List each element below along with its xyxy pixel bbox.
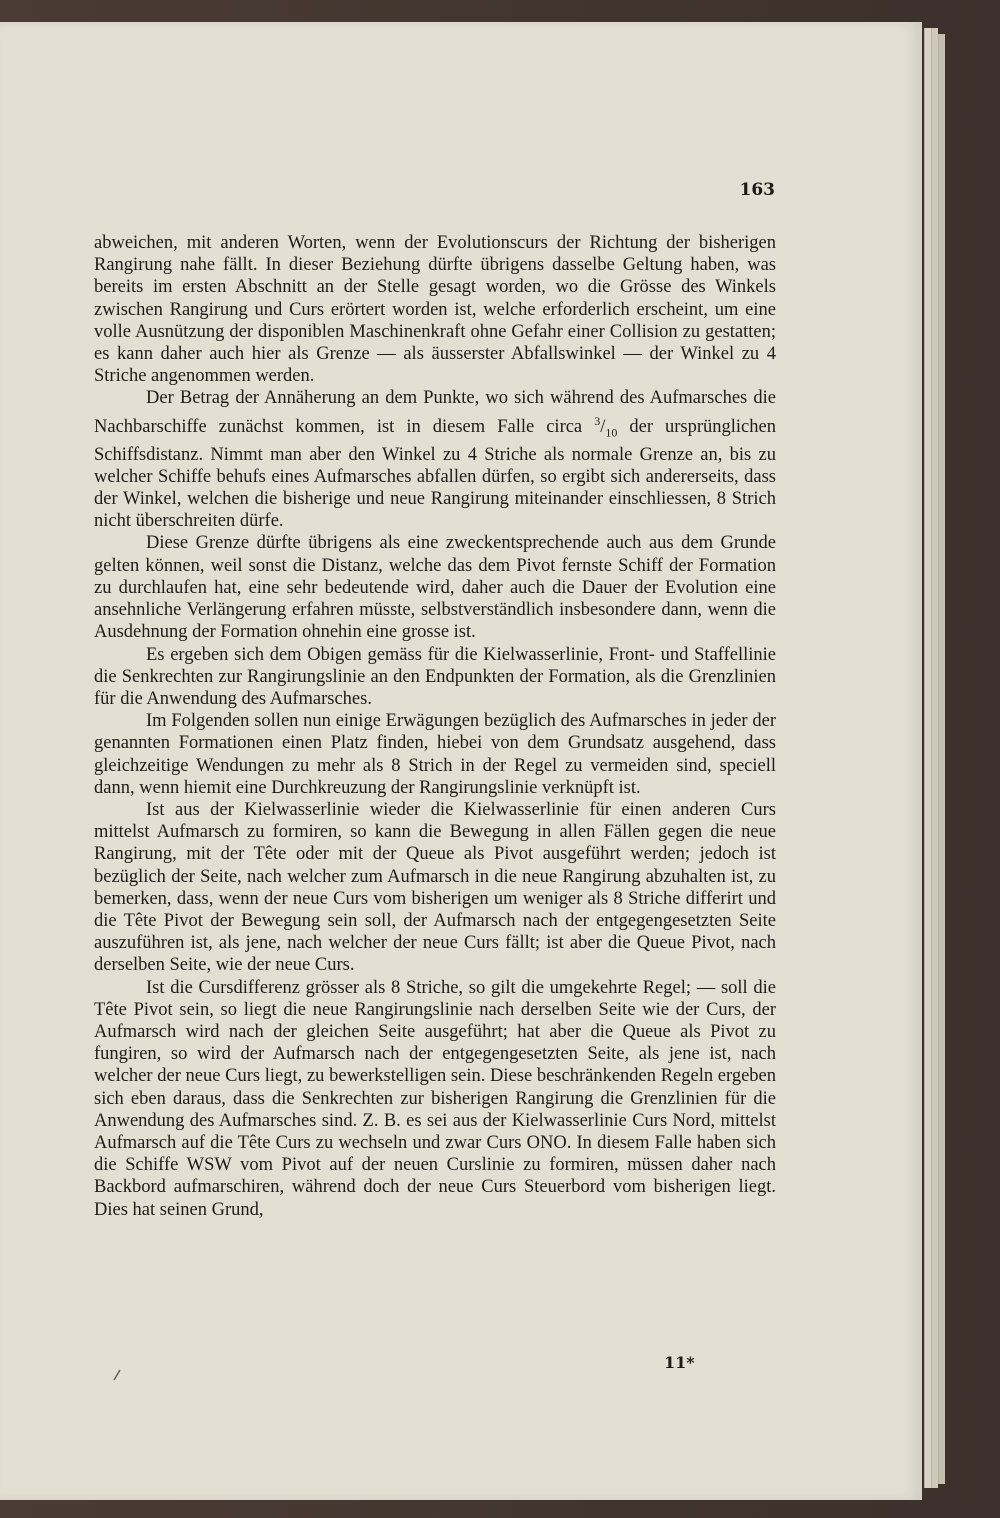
fraction: $^3/_{10}$ <box>594 413 618 440</box>
body-text <box>94 232 776 1221</box>
paragraph: Ist aus der Kielwasserlinie wieder die Kielwasserlinie für einen anderen Curs mittelst Aufmarsch zu formiren, so kann die Bewegung in allen Fällen gegen die neue Rangirung, mit der Tête oder mit der Queue als Pivot ausgeführt werden; jedoch ist bezüglich der Seite, nach welcher zum Aufmarsch in die neue Rangirung abzuhalten ist, zu bemerken, dass, wenn der neue Curs vom bisherigen um weniger als 8 Striche differirt und die Tête Pivot der Bewegung sein soll, der Aufmarsch nach der entgegengesetzten Seite auszuführen ist, als jene, nach welcher der neue Curs fällt; ist aber die Queue Pivot, nach derselben Seite, wie der neue Curs. <box>94 799 776 976</box>
paragraph-text: der ursprünglichen Schiffsdistanz. Nimmt man aber den Winkel zu 4 Striche als normale Grenze an, bis zu welcher Schiffe behufs eines Aufmarsches abfallen dürfen, so ergibt sich andererseits, dass der Winkel, welchen die bisherige und neue Rangirung miteinander einschliessen, 8 Strich nicht überschreiten dürfe. <box>94 416 776 532</box>
paragraph: abweichen, mit anderen Worten, wenn der Evolutionscurs der Richtung der bisherigen Rangirung nahe fällt. In dieser Beziehung dürfte übrigens dasselbe Geltung haben, was bereits im ersten Abschnitt an der Stelle gesagt worden, wo die Grösse des Winkels zwischen Rangirung und Curs erörtert worden ist, welche erforderlich erscheint, um eine volle Ausnützung der disponiblen Maschinenkraft ohne Gefahr einer Collision zu gestatten; es kann daher auch hier als Grenze — als äusserster Abfallswinkel — der Winkel zu 4 Striche angenommen werden. <box>94 233 776 387</box>
paragraph: Diese Grenze dürfte übrigens als eine zweckentsprechende auch aus dem Grunde gelten können, weil sonst die Distanz, welche das dem Pivot fernste Schiff der Formation zu durchlaufen hat, eine sehr bedeutende wird, daher auch die Dauer der Evolution eine ansehnliche Verlängerung erfahren müsste, selbstverständlich insbesondere dann, wenn die Ausdehnung der Formation ohnehin eine grosse ist. <box>94 533 776 643</box>
page-stack-edge <box>938 34 945 1484</box>
page-stack-edge <box>924 28 931 1488</box>
paragraph: Ist die Cursdifferenz grösser als 8 Striche, so gilt die umgekehrte Regel; — soll die Tête Pivot sein, so liegt die neue Rangirungslinie nach derselben Seite wie der Curs, der Aufmarsch wird nach der gleichen Seite ausgeführt; hat aber die Queue als Pivot zu fungiren, so wird der Aufmarsch nach der entgegengesetzten Seite, als jene ist, nach welcher der neue Curs liegt, zu bewerkstelligen sein. Diese beschränkenden Regeln ergeben sich eben daraus, dass die Senkrechten zur bisherigen Rangirung die Grenzlinien für die Anwendung des Aufmarsches sind. Z. B. es sei aus der Kielwasserlinie Curs Nord, mittelst Aufmarsch auf die Tête Curs zu wechseln und zwar Curs ONO. In diesem Falle haben sich die Schiffe WSW vom Pivot auf der neuen Curslinie zu formiren, müssen daher nach Backbord aufmarschiren, während doch der neue Curs Steuerbord vom bisherigen liegt. Dies hat seinen Grund, <box>94 977 776 1220</box>
paragraph-text: Der Betrag der Annäherung an dem Punkte, wo sich während des Aufmarsches die Nachbarschiffe zunächst kommen, ist in diesem Falle circa <box>94 388 776 437</box>
paragraph: Es ergeben sich dem Obigen gemäss für die Kielwasserlinie, Front- und Staffellinie die Senkrechten zur Rangirungslinie an den Endpunkten der Formation, als die Grenzlinien für die Anwendung des Aufmarsches. <box>94 644 776 709</box>
fraction-numerator: 3 <box>594 413 601 428</box>
paragraph: Im Folgenden sollen nun einige Erwägungen bezüglich des Aufmarsches in jeder der genannten Formationen einen Platz finden, hiebei von dem Grundsatz ausgehend, dass gleichzeitige Wendungen zu mehr als 8 Strich in der Regel zu vermeiden sind, speciell dann, wenn hiemit eine Durchkreuzung der Rangirungslinie verknüpft ist. <box>94 711 776 798</box>
pencil-mark-icon <box>112 1368 122 1382</box>
paragraph <box>94 387 776 532</box>
signature-mark: 11* <box>664 1353 695 1372</box>
page-stack-edge <box>931 28 938 1488</box>
page-number: 163 <box>739 180 775 200</box>
fraction-denominator: 10 <box>605 425 618 440</box>
